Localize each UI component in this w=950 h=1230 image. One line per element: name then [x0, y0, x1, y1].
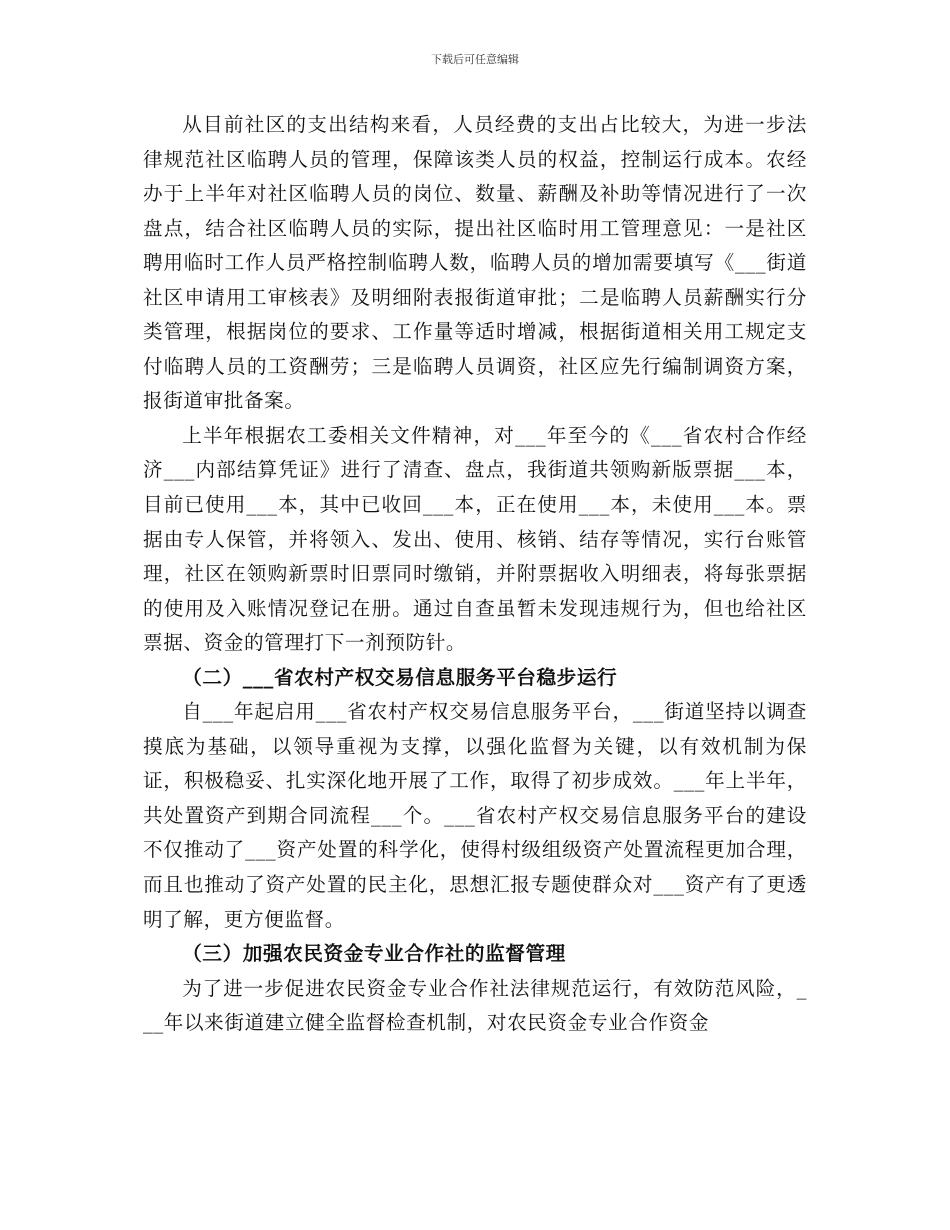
- paragraph-staff-management: 从目前社区的支出结构来看，人员经费的支出占比较大，为进一步法律规范社区临聘人员的管理，保障该类人员的权益，控制运行成本。农经办于上半年对社区临聘人员的岗位、数量、薪酬及补助等情况进行了一次盘点，结合社区临聘人员的实际，提出社区临时用工管理意见：一是社区聘用临时工作人员严格控制临聘人数，临聘人员的增加需要填写《___街道社区申请用工审核表》及明细附表报街道审批；二是临聘人员薪酬实行分类管理，根据岗位的要求、工作量等适时增减，根据街道相关用工规定支付临聘人员的工资酬劳；三是临聘人员调资，社区应先行编制调资方案，报街道审批备案。: [143, 113, 807, 413]
- paragraph-receipt-audit: 上半年根据农工委相关文件精神，对___年至今的《___省农村合作经济___内部结算凭证》进行了清查、盘点，我街道共领购新版票据___本，目前已使用___本，其中已收回___本，正在使用___本，未使用___本。票据由专人保管，并将领入、发出、使用、核销、结存等情况，实行台账管理，社区在领购新票时旧票同时缴销，并附票据收入明细表，将每张票据的使用及入账情况登记在册。通过自查虽暂未发现违规行为，但也给社区票据、资金的管理打下一剂预防针。: [143, 423, 807, 655]
- page-header: 下载后可任意编辑: [431, 53, 519, 66]
- section-heading-property-platform: （二）___省农村产权交易信息服务平台稳步运行: [182, 665, 618, 689]
- section-heading-cooperative-supervision: （三）加强农民资金专业合作社的监督管理: [182, 942, 566, 966]
- document-body: [143, 108, 807, 1041]
- paragraph-cooperative-supervision: 为了进一步促进农民资金专业合作社法律规范运行，有效防范风险，___年以来街道建立健全监督检查机制，对农民资金专业合作资金: [143, 976, 807, 1035]
- paragraph-property-platform: 自___年起启用___省农村产权交易信息服务平台，___街道坚持以调查摸底为基础，以领导重视为支撑，以强化监督为关键，以有效机制为保证，积极稳妥、扎实深化地开展了工作，取得了初步成效。___年上半年，共处置资产到期合同流程___个。___省农村产权交易信息服务平台的建设不仅推动了___资产处置的科学化，使得村级组级资产处置流程更加合理，而且也推动了资产处置的民主化，思想汇报专题使群众对___资产有了更透明了解，更方便监督。: [143, 700, 807, 931]
